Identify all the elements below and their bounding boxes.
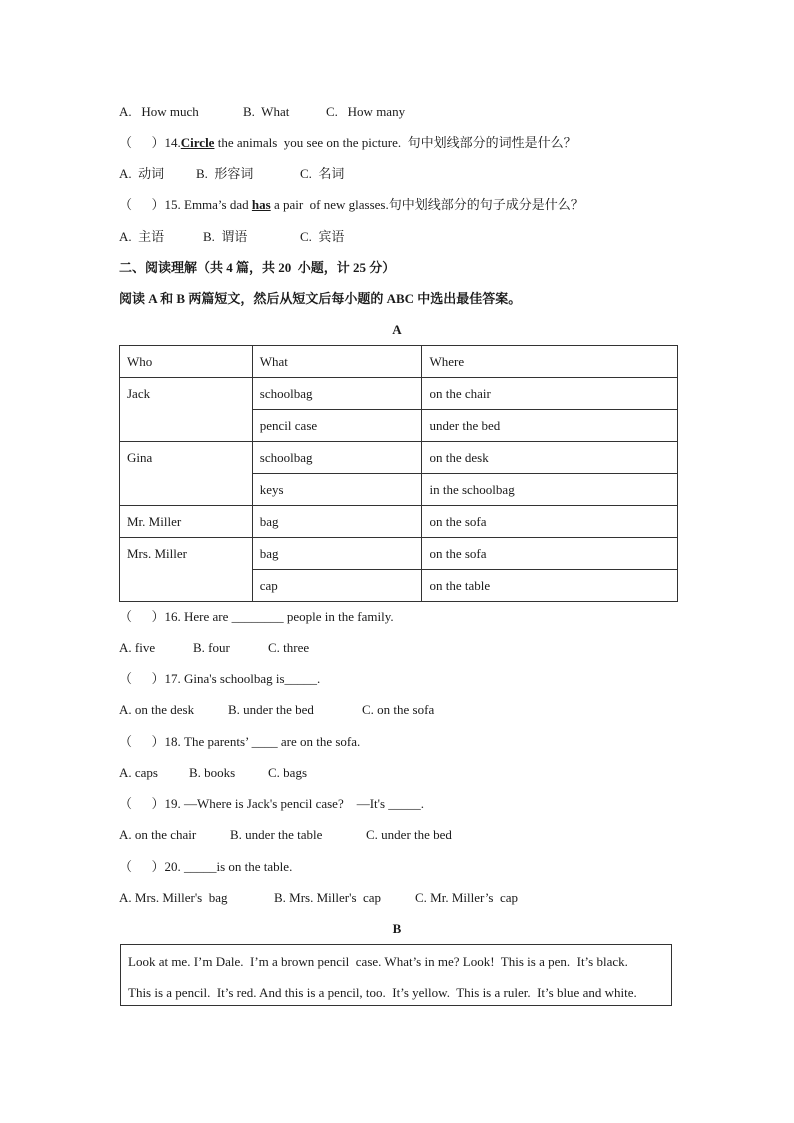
question-14: （ ）14.Circle the animals you see on the picture. 句中划线部分的词性是什么？ — [119, 135, 577, 150]
table-row — [120, 378, 678, 410]
q15-underlined-word: has — [251, 197, 271, 212]
table-cell-who: Mr. Miller — [120, 506, 253, 538]
section-2-title: 二、阅读理解（共 4 篇，共 20 小题，计 25 分） — [119, 260, 396, 275]
table-cell-where: on the desk — [422, 442, 678, 474]
q19-option-c: C. under the bed — [366, 827, 452, 842]
q13-option-a: A. How much — [119, 104, 199, 119]
table-cell-who: Gina — [120, 442, 253, 506]
passage-b-label: B — [392, 921, 402, 936]
table-row — [120, 538, 678, 570]
table-cell-what: cap — [252, 570, 422, 602]
table-cell-where: on the chair — [422, 378, 678, 410]
q18-option-b: B. books — [189, 765, 236, 780]
q15-option-c: C. 宾语 — [300, 229, 345, 244]
q14-option-c: C. 名词 — [300, 166, 345, 181]
q16-option-b: B. four — [193, 640, 230, 655]
table-header-where: Where — [422, 346, 678, 378]
q20-option-b: B. Mrs. Miller's cap — [274, 890, 382, 905]
section-2-instruction: 阅读 A 和 B 两篇短文，然后从短文后每小题的 ABC 中选出最佳答案。 — [119, 291, 522, 306]
passage-b-box — [120, 944, 672, 1006]
table-cell-where: in the schoolbag — [422, 474, 678, 506]
table-header-what: What — [252, 346, 422, 378]
table-cell-where: under the bed — [422, 410, 678, 442]
table-cell-who: Mrs. Miller — [120, 538, 253, 602]
table-cell-what: bag — [252, 538, 422, 570]
q17-option-b: B. under the bed — [228, 702, 314, 717]
table-cell-what: bag — [252, 506, 422, 538]
q19-option-a: A. on the chair — [119, 827, 197, 842]
passage-a-label: A — [392, 322, 402, 337]
passage-b-line-1: Look at me. I’m Dale. I’m a brown pencil case. What’s in me? Look! This is a pen. It’s black. — [128, 954, 628, 969]
q14-option-b: B. 形容词 — [196, 166, 254, 181]
passage-a-table — [119, 345, 678, 602]
table-cell-what: keys — [252, 474, 422, 506]
q15-option-a: A. 主语 — [119, 229, 165, 244]
q20-option-a: A. Mrs. Miller's bag — [119, 890, 228, 905]
table-row — [120, 442, 678, 474]
q13-option-c: C. How many — [326, 104, 406, 119]
q19-option-b: B. under the table — [230, 827, 323, 842]
q15-option-b: B. 谓语 — [203, 229, 248, 244]
question-20: （ ）20. _____is on the table. — [119, 859, 293, 874]
q13-option-b: B. What — [243, 104, 290, 119]
q18-option-c: C. bags — [268, 765, 307, 780]
q16-option-a: A. five — [119, 640, 156, 655]
question-18: （ ）18. The parents’ ____ are on the sofa. — [119, 734, 361, 749]
q18-option-a: A. caps — [119, 765, 158, 780]
table-header-who: Who — [120, 346, 253, 378]
table-cell-what: schoolbag — [252, 442, 422, 474]
table-cell-what: schoolbag — [252, 378, 422, 410]
q14-option-a: A. 动词 — [119, 166, 165, 181]
q17-option-c: C. on the sofa — [362, 702, 435, 717]
q16-option-c: C. three — [268, 640, 310, 655]
q17-option-a: A. on the desk — [119, 702, 195, 717]
q20-option-c: C. Mr. Miller’s cap — [415, 890, 519, 905]
table-cell-what: pencil case — [252, 410, 422, 442]
question-15: （ ）15. Emma’s dad has a pair of new glasses.句中划线部分的句子成分是什么？ — [119, 197, 584, 212]
question-16: （ ）16. Here are ________ people in the family. — [119, 609, 394, 624]
table-cell-where: on the table — [422, 570, 678, 602]
passage-b-line-2: This is a pencil. It’s red. And this is a pencil, too. It’s yellow. This is a ruler. It’s blue and white. — [128, 985, 637, 1000]
table-cell-where: on the sofa — [422, 506, 678, 538]
q14-underlined-word: Circle — [180, 135, 215, 150]
table-cell-where: on the sofa — [422, 538, 678, 570]
question-19: （ ）19. —Where is Jack's pencil case? —It's _____. — [119, 796, 425, 811]
table-header-row — [120, 346, 678, 378]
table-cell-who: Jack — [120, 378, 253, 442]
table-row — [120, 506, 678, 538]
question-17: （ ）17. Gina's schoolbag is_____. — [119, 671, 321, 686]
